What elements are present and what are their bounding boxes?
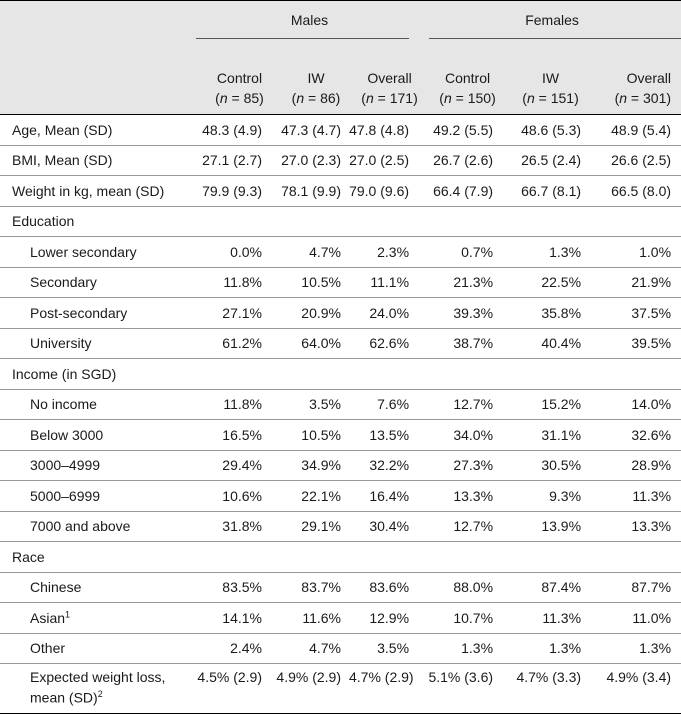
cell-value: 31.8%	[196, 511, 276, 542]
col-male-control: Control	[196, 39, 276, 89]
cell-value	[423, 542, 505, 573]
cell-value	[349, 542, 423, 573]
cell-value	[276, 359, 349, 390]
cell-value: 27.3%	[423, 450, 505, 481]
cell-value: 27.0 (2.5)	[349, 145, 423, 176]
row-label: 5000–6999	[0, 481, 196, 512]
table-row	[0, 420, 681, 451]
cell-value	[505, 359, 589, 390]
header-corner	[0, 1, 196, 40]
cell-value: 4.9% (2.9)	[276, 664, 349, 714]
cell-value: 3.5%	[349, 633, 423, 664]
table-row	[0, 603, 681, 634]
cell-value: 12.7%	[423, 511, 505, 542]
cell-value: 14.1%	[196, 603, 276, 634]
sample-size: (n = 150)	[423, 89, 505, 115]
cell-value: 88.0%	[423, 572, 505, 603]
cell-value: 79.0 (9.6)	[349, 176, 423, 207]
cell-value: 21.9%	[589, 267, 681, 298]
cell-value: 13.9%	[505, 511, 589, 542]
row-label: Asian$^1$	[0, 603, 196, 634]
cell-value: 10.6%	[196, 481, 276, 512]
cell-value: 37.5%	[589, 298, 681, 329]
cell-value	[196, 359, 276, 390]
cell-value: 29.4%	[196, 450, 276, 481]
row-label: Expected weight loss, mean (SD)$^2$	[0, 664, 196, 714]
cell-value: 27.0 (2.3)	[276, 145, 349, 176]
cell-value: 2.3%	[349, 237, 423, 268]
cell-value: 11.6%	[276, 603, 349, 634]
cell-value	[276, 206, 349, 237]
table-row	[0, 572, 681, 603]
table-header	[0, 1, 681, 115]
section-header-row	[0, 359, 681, 390]
table-row	[0, 298, 681, 329]
cell-value	[196, 542, 276, 573]
row-label: Secondary	[0, 267, 196, 298]
row-label: No income	[0, 389, 196, 420]
row-label: Post-secondary	[0, 298, 196, 329]
row-label: Lower secondary	[0, 237, 196, 268]
cell-value: 21.3%	[423, 267, 505, 298]
cell-value: 35.8%	[505, 298, 589, 329]
cell-value: 61.2%	[196, 328, 276, 359]
column-headers	[0, 39, 681, 89]
table-body	[0, 115, 681, 714]
cell-value: 4.7%	[276, 237, 349, 268]
cell-value: 38.7%	[423, 328, 505, 359]
cell-value: 7.6%	[349, 389, 423, 420]
cell-value: 48.3 (4.9)	[196, 115, 276, 146]
cell-value: 39.3%	[423, 298, 505, 329]
row-label: 7000 and above	[0, 511, 196, 542]
cell-value: 26.5 (2.4)	[505, 145, 589, 176]
table-row	[0, 633, 681, 664]
cell-value: 4.7% (3.3)	[505, 664, 589, 714]
row-label: Education	[0, 206, 196, 237]
cell-value: 10.7%	[423, 603, 505, 634]
cell-value	[423, 359, 505, 390]
row-label: Below 3000	[0, 420, 196, 451]
cell-value: 0.7%	[423, 237, 505, 268]
cell-value: 4.5% (2.9)	[196, 664, 276, 714]
sample-size: (n = 301)	[589, 89, 681, 115]
cell-value: 2.4%	[196, 633, 276, 664]
row-label: Age, Mean (SD)	[0, 115, 196, 146]
table-row	[0, 267, 681, 298]
cell-value: 87.7%	[589, 572, 681, 603]
cell-value: 5.1% (3.6)	[423, 664, 505, 714]
table-row	[0, 328, 681, 359]
section-header-row	[0, 542, 681, 573]
cell-value: 10.5%	[276, 267, 349, 298]
row-label: Weight in kg, mean (SD)	[0, 176, 196, 207]
cell-value: 11.1%	[349, 267, 423, 298]
sample-size-row	[0, 89, 681, 115]
cell-value: 78.1 (9.9)	[276, 176, 349, 207]
sample-size: (n = 171)	[349, 89, 423, 115]
cell-value	[349, 359, 423, 390]
cell-value: 14.0%	[589, 389, 681, 420]
table-row	[0, 145, 681, 176]
cell-value: 11.0%	[589, 603, 681, 634]
cell-value: 29.1%	[276, 511, 349, 542]
cell-value: 13.3%	[423, 481, 505, 512]
cell-value: 11.8%	[196, 389, 276, 420]
cell-value: 13.5%	[349, 420, 423, 451]
cell-value: 24.0%	[349, 298, 423, 329]
cell-value: 20.9%	[276, 298, 349, 329]
col-female-iw: IW	[505, 39, 589, 89]
cell-value: 66.5 (8.0)	[589, 176, 681, 207]
cell-value: 62.6%	[349, 328, 423, 359]
cell-value: 26.7 (2.6)	[423, 145, 505, 176]
table-row	[0, 176, 681, 207]
cell-value: 40.4%	[505, 328, 589, 359]
cell-value: 27.1%	[196, 298, 276, 329]
cell-value: 83.7%	[276, 572, 349, 603]
col-male-iw: IW	[276, 39, 349, 89]
sample-size: (n = 151)	[505, 89, 589, 115]
cell-value	[589, 206, 681, 237]
row-label: 3000–4999	[0, 450, 196, 481]
cell-value: 87.4%	[505, 572, 589, 603]
col-female-overall: Overall	[589, 39, 681, 89]
cell-value: 31.1%	[505, 420, 589, 451]
cell-value: 4.7%	[276, 633, 349, 664]
table-row	[0, 237, 681, 268]
cell-value: 39.5%	[589, 328, 681, 359]
cell-value	[196, 206, 276, 237]
cell-value: 32.2%	[349, 450, 423, 481]
col-female-control: Control	[423, 39, 505, 89]
sample-size: (n = 85)	[196, 89, 276, 115]
cell-value: 83.6%	[349, 572, 423, 603]
cell-value: 0.0%	[196, 237, 276, 268]
cell-value: 1.3%	[505, 633, 589, 664]
cell-value	[505, 206, 589, 237]
cell-value: 16.4%	[349, 481, 423, 512]
cell-value: 64.0%	[276, 328, 349, 359]
col-male-overall: Overall	[349, 39, 423, 89]
cell-value: 16.5%	[196, 420, 276, 451]
group-males	[196, 1, 423, 40]
group-females	[423, 1, 681, 40]
table-row	[0, 115, 681, 146]
cell-value: 30.5%	[505, 450, 589, 481]
cell-value: 47.3 (4.7)	[276, 115, 349, 146]
cell-value: 27.1 (2.7)	[196, 145, 276, 176]
table-row	[0, 450, 681, 481]
group-label: Males	[290, 12, 329, 28]
footnote-marker: 1	[65, 609, 71, 620]
cell-value: 34.9%	[276, 450, 349, 481]
cell-value: 1.3%	[423, 633, 505, 664]
sample-size: (n = 86)	[276, 89, 349, 115]
table-row	[0, 481, 681, 512]
cell-value: 15.2%	[505, 389, 589, 420]
cell-value: 49.2 (5.5)	[423, 115, 505, 146]
cell-value: 9.3%	[505, 481, 589, 512]
cell-value: 11.3%	[505, 603, 589, 634]
cell-value: 79.9 (9.3)	[196, 176, 276, 207]
cell-value: 11.8%	[196, 267, 276, 298]
row-label: Other	[0, 633, 196, 664]
cell-value: 1.0%	[589, 237, 681, 268]
cell-value: 47.8 (4.8)	[349, 115, 423, 146]
table-row	[0, 389, 681, 420]
cell-value: 4.9% (3.4)	[589, 664, 681, 714]
cell-value: 28.9%	[589, 450, 681, 481]
cell-value	[589, 542, 681, 573]
cell-value	[423, 206, 505, 237]
cell-value: 22.5%	[505, 267, 589, 298]
cell-value: 13.3%	[589, 511, 681, 542]
cell-value: 66.7 (8.1)	[505, 176, 589, 207]
cell-value: 66.4 (7.9)	[423, 176, 505, 207]
cell-value	[276, 542, 349, 573]
table-row	[0, 511, 681, 542]
row-label: BMI, Mean (SD)	[0, 145, 196, 176]
cell-value: 1.3%	[505, 237, 589, 268]
row-label: University	[0, 328, 196, 359]
cell-value: 26.6 (2.5)	[589, 145, 681, 176]
cell-value: 34.0%	[423, 420, 505, 451]
cell-value: 48.9 (5.4)	[589, 115, 681, 146]
cell-value: 48.6 (5.3)	[505, 115, 589, 146]
cell-value	[589, 359, 681, 390]
cell-value: 12.9%	[349, 603, 423, 634]
row-label: Chinese	[0, 572, 196, 603]
cell-value: 22.1%	[276, 481, 349, 512]
group-label: Females	[525, 12, 579, 28]
cell-value: 12.7%	[423, 389, 505, 420]
cell-value	[505, 542, 589, 573]
footnote-marker: 2	[97, 689, 103, 699]
cell-value: 3.5%	[276, 389, 349, 420]
cell-value: 30.4%	[349, 511, 423, 542]
cell-value: 11.3%	[589, 481, 681, 512]
cell-value: 1.3%	[589, 633, 681, 664]
cell-value	[349, 206, 423, 237]
cell-value: 4.7% (2.9)	[349, 664, 423, 714]
cell-value: 83.5%	[196, 572, 276, 603]
table-row	[0, 664, 681, 714]
section-header-row	[0, 206, 681, 237]
cell-value: 10.5%	[276, 420, 349, 451]
cell-value: 32.6%	[589, 420, 681, 451]
row-label: Race	[0, 542, 196, 573]
row-label: Income (in SGD)	[0, 359, 196, 390]
